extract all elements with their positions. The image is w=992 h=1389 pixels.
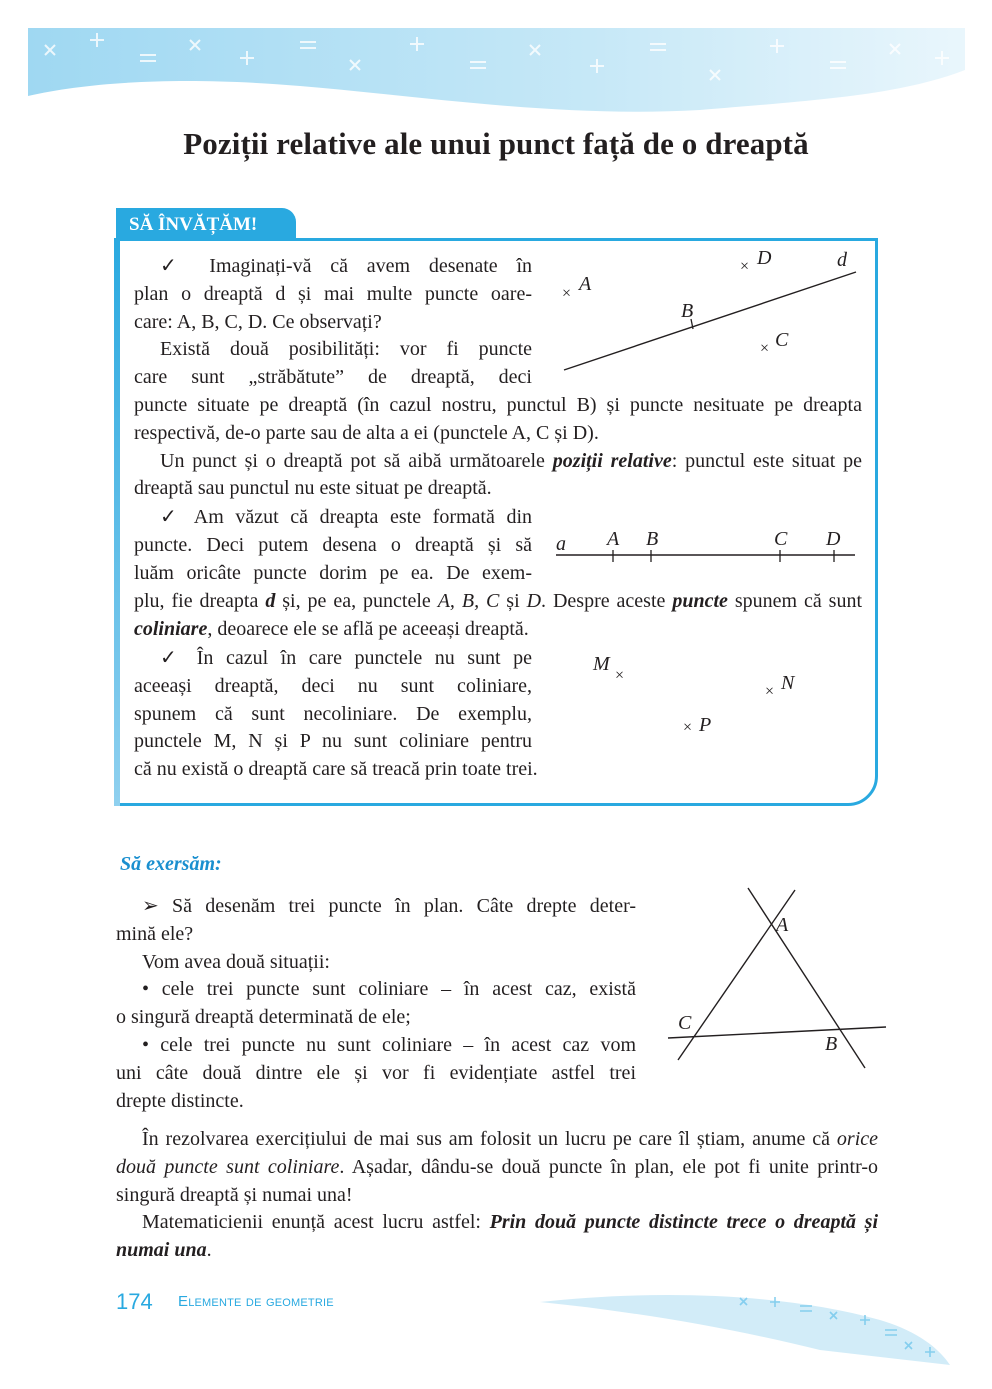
figure-noncollinear-points bbox=[585, 648, 815, 748]
section-tab-learn: SĂ ÎNVĂȚĂM! bbox=[116, 208, 296, 241]
text-line: plan o dreaptă d și mai multe puncte oare- bbox=[134, 282, 532, 305]
learn-paragraph-4-cont bbox=[134, 588, 862, 644]
text-run: orice două puncte sunt coliniare bbox=[116, 1128, 878, 1178]
exercise-text bbox=[116, 893, 636, 1115]
exercise-heading: Să exersăm: bbox=[120, 853, 222, 875]
label-point-b: B bbox=[681, 300, 694, 322]
label-point-b: B bbox=[825, 1033, 838, 1055]
label-point-d: D bbox=[757, 247, 772, 269]
label-line-d: d bbox=[837, 249, 847, 271]
text-line: Vom avea două situații: bbox=[142, 950, 330, 973]
text-line: mină ele? bbox=[116, 922, 194, 945]
exercise-question: ➢ Să desenăm trei puncte în plan. Câte drepte deter- bbox=[142, 895, 636, 917]
conclusion-text bbox=[116, 1126, 878, 1265]
figure-line-a bbox=[550, 525, 860, 570]
text-line: Există două posibilități: vor fi puncte bbox=[160, 338, 532, 361]
line-bc bbox=[668, 1027, 886, 1038]
label-line-a: a bbox=[556, 533, 566, 555]
label-point-a: A bbox=[607, 528, 620, 550]
text-run: . Așadar, dându-se două puncte în plan, ele pot fi unite printr-o singură dreaptă și numai una! bbox=[116, 1155, 878, 1206]
text-run: spunem că sunt bbox=[727, 590, 863, 612]
term-relative-positions: poziții relative bbox=[552, 449, 672, 472]
text-run: În rezolvarea exercițiului de mai sus am folosit un lucru pe care îl știam, anume că bbox=[142, 1128, 837, 1150]
learn-paragraph-5-cont bbox=[134, 756, 862, 784]
text-line: aceeași dreaptă, deci nu sunt coliniare, bbox=[134, 674, 532, 697]
cross-marker: × bbox=[765, 683, 775, 700]
cross-marker: × bbox=[562, 285, 572, 302]
text-run: și, pe ea, punctele bbox=[275, 590, 438, 612]
axiom-statement: Prin două puncte distincte trece o dreaptă și numai una bbox=[116, 1211, 878, 1262]
text-run: Matematicienii enunță acest lucru astfel: bbox=[142, 1211, 490, 1234]
page-number: 174 bbox=[116, 1289, 153, 1314]
text-run: plu, fie dreapta bbox=[134, 590, 266, 612]
text-line: ✓ Am văzut că dreapta este formată din bbox=[160, 506, 532, 528]
text-line: uni câte două dintre ele și vor fi evidențiate astfel trei bbox=[116, 1061, 636, 1084]
text-run: , deoarece ele se află pe aceeași dreaptă. bbox=[207, 617, 529, 640]
label-point-c: C bbox=[775, 329, 789, 351]
text-run: . Despre aceste bbox=[541, 590, 673, 612]
cross-marker: × bbox=[760, 340, 770, 357]
label-point-c: C bbox=[678, 1012, 692, 1034]
label-point-b: B bbox=[646, 528, 659, 550]
term-collinear: coliniare bbox=[134, 617, 208, 640]
learn-box-accent bbox=[114, 238, 120, 806]
section-name: Elemente de geometrie bbox=[178, 1293, 334, 1310]
text-line: puncte. Deci putem desena o dreaptă și să bbox=[134, 533, 532, 556]
bullet-item: • cele trei puncte nu sunt coliniare – în acest caz vom bbox=[142, 1033, 636, 1056]
text-run: D bbox=[526, 590, 542, 612]
label-point-n: N bbox=[781, 672, 795, 694]
text-line: puncte situate pe dreaptă (în cazul nostru, punctul B) și puncte nesituate pe dreapta respectivă, de-o parte sau de alta a ei (punctele A, C și D). bbox=[134, 394, 862, 444]
text-line: spunem că sunt necoliniare. De exemplu, bbox=[134, 702, 532, 725]
text-run: . bbox=[206, 1239, 212, 1262]
learn-paragraph-5 bbox=[134, 645, 532, 756]
learn-paragraph-1 bbox=[134, 253, 532, 392]
axiom-paragraph bbox=[116, 1209, 878, 1265]
text-line: punctele M, N și P nu sunt coliniare pentru bbox=[134, 730, 532, 753]
text-run: A, B, C bbox=[437, 590, 500, 612]
page-title: Poziții relative ale unui punct față de o dreaptă bbox=[183, 126, 809, 161]
line-d bbox=[564, 272, 856, 370]
text-run: : punctul este situat pe dreaptă sau punctul nu este situat pe dreaptă. bbox=[134, 449, 862, 500]
learn-paragraph-4 bbox=[134, 504, 532, 587]
learn-paragraph-2 bbox=[134, 392, 862, 503]
label-point-p: P bbox=[699, 714, 712, 736]
label-point-c: C bbox=[774, 528, 788, 550]
text-line bbox=[134, 588, 862, 644]
text-line: care: A, B, C, D. Ce observați? bbox=[134, 310, 382, 333]
text-line: ✓ Imaginați-vă că avem desenate în bbox=[160, 255, 532, 277]
text-run: puncte bbox=[672, 590, 728, 612]
text-run: d bbox=[265, 590, 276, 612]
text-line: care sunt „străbătute” de dreaptă, deci bbox=[134, 366, 532, 389]
line-ab bbox=[748, 888, 865, 1068]
text-run: și bbox=[499, 590, 527, 612]
figure-line-d bbox=[550, 240, 870, 385]
label-point-m: M bbox=[593, 653, 610, 675]
cross-marker: × bbox=[740, 258, 750, 275]
header-decoration bbox=[0, 0, 992, 130]
cross-marker: × bbox=[615, 667, 625, 684]
bullet-item: • cele trei puncte sunt coliniare – în acest caz, există bbox=[142, 978, 636, 1001]
text-line: drepte distincte. bbox=[116, 1089, 244, 1112]
label-point-a: A bbox=[776, 914, 789, 936]
conclusion-paragraph bbox=[116, 1126, 878, 1209]
learn-paragraph-3 bbox=[134, 448, 862, 504]
cross-marker: × bbox=[683, 719, 693, 736]
label-point-a: A bbox=[579, 273, 592, 295]
text-line: ✓ În cazul în care punctele nu sunt pe bbox=[160, 647, 532, 669]
text-run: Un punct și o dreaptă pot să aibă următoarele bbox=[160, 449, 553, 472]
text-line: luăm oricâte puncte dorim pe ea. De exem- bbox=[134, 561, 532, 584]
label-point-d: D bbox=[826, 528, 841, 550]
figure-three-lines bbox=[660, 880, 895, 1075]
text-line: o singură dreaptă determinată de ele; bbox=[116, 1006, 411, 1029]
text-line: că nu există o dreaptă care să treacă prin toate trei. bbox=[134, 758, 538, 780]
